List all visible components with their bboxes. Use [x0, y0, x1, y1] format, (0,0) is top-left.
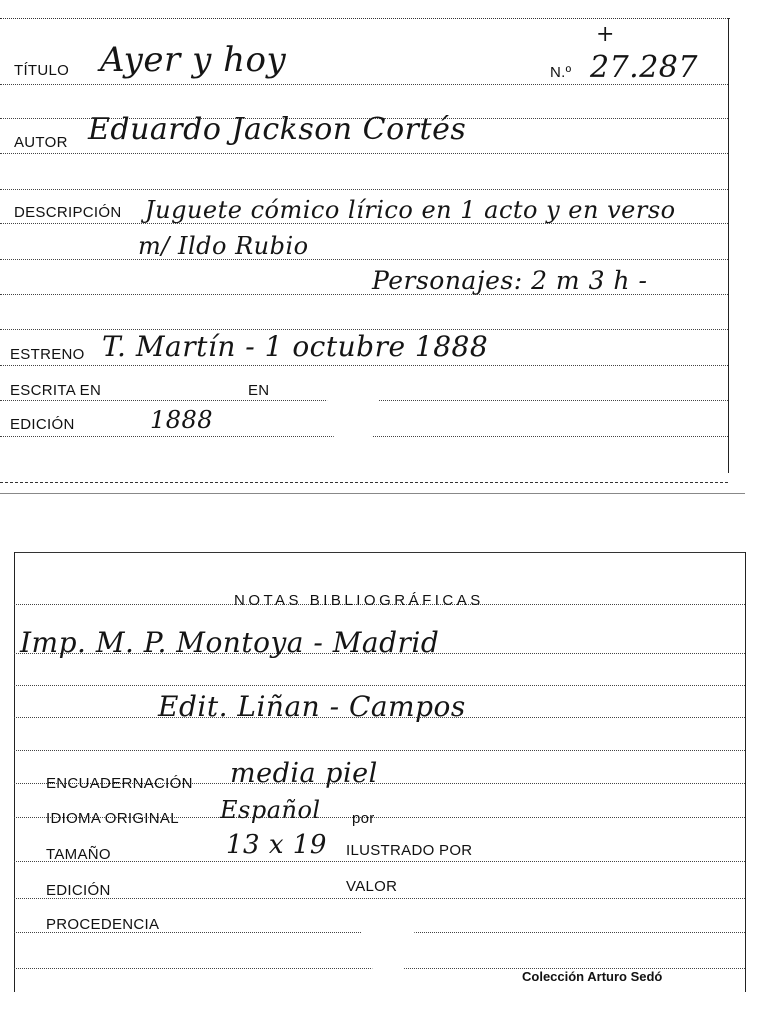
card-top-edge	[0, 18, 730, 19]
titulo-value: Ayer y hoy	[100, 40, 287, 80]
descripcion-label: DESCRIPCIÓN	[14, 204, 122, 221]
por-label: por	[352, 810, 375, 827]
note-line-1: Imp. M. P. Montoya - Madrid	[20, 626, 440, 659]
encuadernacion-label: ENCUADERNACIÓN	[46, 775, 193, 792]
card-right-edge	[728, 18, 729, 473]
numero-mark: +	[596, 22, 615, 47]
catalog-card-back	[0, 540, 759, 1028]
punch-hole	[324, 384, 382, 444]
en-label: EN	[248, 382, 270, 399]
tamano-label: TAMAÑO	[46, 846, 111, 863]
idioma-value: Español	[220, 796, 321, 824]
autor-label: AUTOR	[14, 134, 68, 151]
rule-line	[0, 259, 728, 260]
titulo-label: TÍTULO	[14, 62, 70, 79]
encuadernacion-value: media piel	[230, 758, 378, 789]
edicion-value: 1888	[150, 406, 214, 434]
escrita-label: ESCRITA EN	[10, 382, 102, 399]
rule-line	[0, 153, 728, 154]
descripcion-line1: Juguete cómico lírico en 1 acto y en verso	[145, 196, 676, 224]
estreno-label: ESTRENO	[10, 346, 85, 363]
edicion-label: EDICIÓN	[10, 416, 75, 433]
note-line-2: Edit. Liñan - Campos	[158, 690, 466, 723]
idioma-label: IDIOMA ORIGINAL	[46, 810, 179, 827]
coleccion-stamp: Colección Arturo Sedó	[522, 969, 663, 984]
card-left-edge	[14, 552, 15, 992]
rule-line	[14, 750, 745, 751]
numero-value: 27.287	[590, 50, 698, 85]
procedencia-label: PROCEDENCIA	[46, 916, 160, 933]
ilustrado-label: ILUSTRADO POR	[346, 842, 473, 859]
catalog-card-front	[0, 0, 759, 495]
punch-hole	[360, 912, 416, 974]
notas-heading: NOTAS BIBLIOGRÁFICAS	[234, 592, 484, 609]
tamano-value: 13 x 19	[226, 830, 327, 860]
numero-label: N.º	[550, 64, 572, 81]
descripcion-line2: m/ Ildo Rubio	[138, 232, 309, 260]
edicion-label: EDICIÓN	[46, 882, 111, 899]
page-divider	[0, 493, 745, 494]
estreno-value: T. Martín - 1 octubre 1888	[102, 330, 489, 363]
card-top-edge	[14, 552, 746, 553]
valor-label: VALOR	[346, 878, 398, 895]
card-bottom-edge	[0, 482, 728, 483]
rule-line	[14, 685, 745, 686]
card-right-edge	[745, 552, 746, 992]
descripcion-line3: Personajes: 2 m 3 h -	[372, 266, 648, 295]
rule-line	[14, 898, 745, 899]
rule-line	[0, 189, 728, 190]
rule-line	[0, 365, 728, 366]
rule-line	[14, 861, 745, 862]
autor-value: Eduardo Jackson Cortés	[88, 112, 467, 147]
